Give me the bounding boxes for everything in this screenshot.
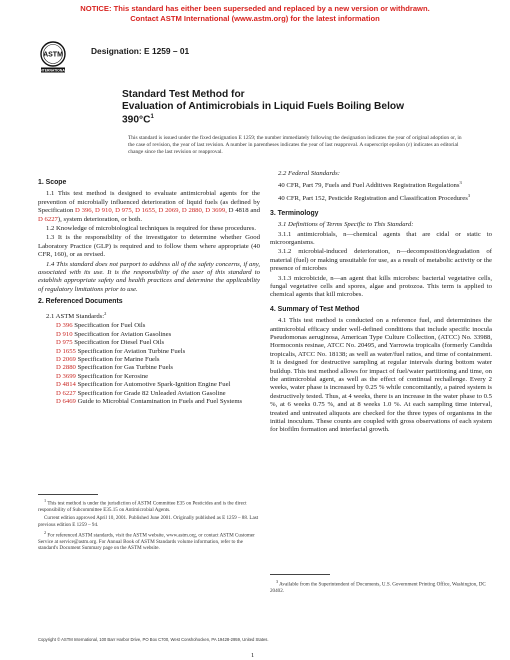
left-footnotes (38, 498, 260, 553)
section-3-heading: 3. Terminology (270, 209, 319, 217)
list-item: D 2069 Specification for Marine Fuels (56, 355, 160, 363)
svg-text:INTERNATIONAL: INTERNATIONAL (39, 68, 67, 73)
footnote-3: $^3$ Available from the Superintendent of Documents, U.S. Government Printing Office, Washington, DC 20402. (270, 579, 486, 594)
referenced-standards-list (38, 322, 260, 406)
para-4-1: 4.1 This test method is conducted on a reference fuel, and determinines the antimicrobial efficacy under well-defined conditions that include specific inocula Pseudomonas aeruginosa, American Type Culture Collection, (ATCC) No. 33988, Hormoconis resinae, ATCC No. 20495, and Yarrowia tropicalis (formerly Candida tropicalis, ATCC No. 18138; as well as water/fuel ratios, and time of containment. It is designed for destructive sampling at regular intervals during bottom water buildup. This test method allows for impact of fuel/water partitioning and time, on the antimicrobial agent, as well as the effect of continual rechallenge. Every 2 weeks, water phase is increased by 0.25 % while concomitantly, a paired system is destructively tested. Thus, at 4 weeks, there is an increase in the water phase to 0.5 %, at 6 weeks 0.75 %, and at 8 weeks 1.0 %. At each sampling time interval, treated and untreated aliquots are checked for the three types of organisms in the initial inoculum. These counts are coupled with gross observations of each system for biofilm formation and interfacial growth. (270, 317, 492, 434)
list-item: D 1655 Specification for Aviation Turbine Fuels (56, 347, 186, 355)
para-1-4: 1.4 This standard does not purport to address all of the safety concerns, if any, associated with its use. It is the responsibility of the user of this standard to establish appropriate safety and health practices and determine the applicability of regulatory limitations prior to use. (38, 260, 260, 293)
right-column (270, 170, 492, 436)
notice-line-2: Contact ASTM International (www.astm.org) for the latest information (130, 13, 380, 23)
section-4-heading: 4. Summary of Test Method (270, 305, 360, 313)
title-line-1: Standard Test Method for (122, 89, 245, 100)
section-1-heading: 1. Scope (38, 179, 67, 186)
left-column (38, 175, 260, 406)
astm-logo (38, 40, 68, 74)
para-3-1: 3.1 Definitions of Terms Specific to This Standard: (278, 221, 414, 229)
standard-link[interactable]: D 396 (56, 322, 73, 330)
para-2-2: 2.2 Federal Standards: (278, 170, 340, 177)
standard-link[interactable]: D 910 (56, 330, 73, 338)
standard-link[interactable]: D 2069 (56, 355, 76, 363)
notice-line-1: NOTICE: This standard has either been superseded and replaced by a new version or withdrawn. (80, 4, 430, 13)
standard-link[interactable]: D 3699 (56, 372, 76, 380)
footnote-divider-right (270, 574, 330, 575)
footnote-2: $^2$ For referenced ASTM standards, visit the ASTM website, www.astm.org, or contact ASTM Customer Service at service@astm.org. For Annual Book of ASTM Standards volume information, refer to the standard's Document Summary page on the ASTM website. (38, 529, 255, 552)
right-footnotes (270, 579, 492, 596)
spec-links[interactable]: D 396, D 910, D 975, D 1655, D 2069, D 2880, D 3699, (75, 207, 227, 215)
page-number: 1 (251, 652, 255, 659)
withdrawal-notice (0, 4, 510, 23)
title-line-3: $390^\circ C^1$ (122, 114, 154, 126)
federal-standard-2: 40 CFR, Part 152, Pesticide Registration and Classification Procedures$^3$ (278, 193, 471, 203)
title-footnote-ref: 1 (150, 114, 154, 121)
federal-standard-1: 40 CFR, Part 79, Fuels and Fuel Additives Registration Regulations$^3$ (278, 180, 462, 190)
para-1-2: 1.2 Knowledge of microbiological techniques is required for these procedures. (46, 225, 257, 233)
standard-link[interactable]: D 1655 (56, 347, 76, 355)
footnote-1: $^1$ This test method is under the jurisdiction of ASTM Committee E35 on Pesticides and is the direct responsibility of Subcommittee E35.15 on Antimicrobial Agents. (38, 498, 247, 513)
list-item: D 3699 Specification for Kerosine (56, 372, 149, 380)
footnote-divider (38, 494, 98, 495)
standard-link[interactable]: D 2880 (56, 364, 76, 372)
list-item: D 396 Specification for Fuel Oils (56, 322, 146, 330)
list-item: D 2880 Specification for Gas Turbine Fuels (56, 364, 174, 372)
para-2-1: 2.1 ASTM Standards:$^2$ (46, 310, 107, 320)
document-title (122, 89, 452, 126)
copyright-line: Copyright © ASTM International, 100 Barr Harbor Drive, PO Box C700, West Conshohocken, PA 19428-2959, United States. (38, 637, 269, 642)
standard-link[interactable]: D 4814 (56, 381, 76, 389)
list-item: D 6227 Specification for Grade 82 Unleaded Aviation Gasoline (56, 389, 226, 397)
footnote-1-edition: Current edition approved April 10, 2001. Published June 2001. Originally published as E 1259 – 88. Last previous edition E 1259 – 94. (38, 515, 259, 528)
para-1-3: 1.3 It is the responsibility of the investigator to determine whether Good Laboratory Practice (GLP) is required and to follow them where appropriate (40 CFR, 160), or as revised. (38, 234, 260, 259)
para-3-1-2: 3.1.2 microbial-induced deterioration, n—decomposition/degradation of material (fuel) or making unsuitable for use, as a result of metabolic activity or the presence of microbes (270, 248, 492, 273)
para-3-1-3: 3.1.3 microbicide, n—an agent that kills microbes: bacterial vegetative cells, fungal vegetative cells and spores, algae and protozoa. This term is applied to chemical agents that kill microbes. (270, 274, 492, 299)
list-item: D 4814 Specification for Automotive Spark-Ignition Engine Fuel (56, 381, 231, 389)
svg-text:ASTM: ASTM (43, 51, 63, 59)
para-3-1-1: 3.1.1 antimicrobials, n—chemical agents that are cidal or static to microorganisms. (270, 230, 492, 246)
title-line-2: Evaluation of Antimicrobials in Liquid Fuels Boiling Below (122, 100, 405, 112)
list-item: D 975 Specification for Diesel Fuel Oils (56, 339, 165, 347)
standard-link[interactable]: D 975 (56, 339, 73, 347)
issuance-note: This standard is issued under the fixed designation E 1259; the number immediately following the designation indicates the year of original adoption or, in the case of revision, the year of last revision. A number in parentheses indicates the year of last reapproval. A superscript epsilon (ε) indicates an editorial change since the last revision or reapproval. (128, 135, 462, 156)
list-item: D 910 Specification for Aviation Gasolines (56, 330, 172, 338)
spec-link-d6227[interactable]: D 6227 (38, 215, 58, 223)
list-item: D 6469 Guide to Microbial Contamination in Fuels and Fuel Systems (56, 397, 243, 405)
designation: Designation: E 1259 – 01 (91, 46, 190, 56)
para-1-1: 1.1 This test method is designed to evaluate antimicrobial agents for the prevention of microbially influenced deterioration of liquid fuels (as defined by Specification D 396, D 910, D 975, D 1655, D 2069, D 2880, D 3699, D 4818 and D 6227), system deterioration, or both. (38, 190, 260, 223)
section-2-heading: 2. Referenced Documents (38, 298, 123, 306)
standard-link[interactable]: D 6469 (56, 397, 76, 405)
standard-link[interactable]: D 6227 (56, 389, 76, 397)
